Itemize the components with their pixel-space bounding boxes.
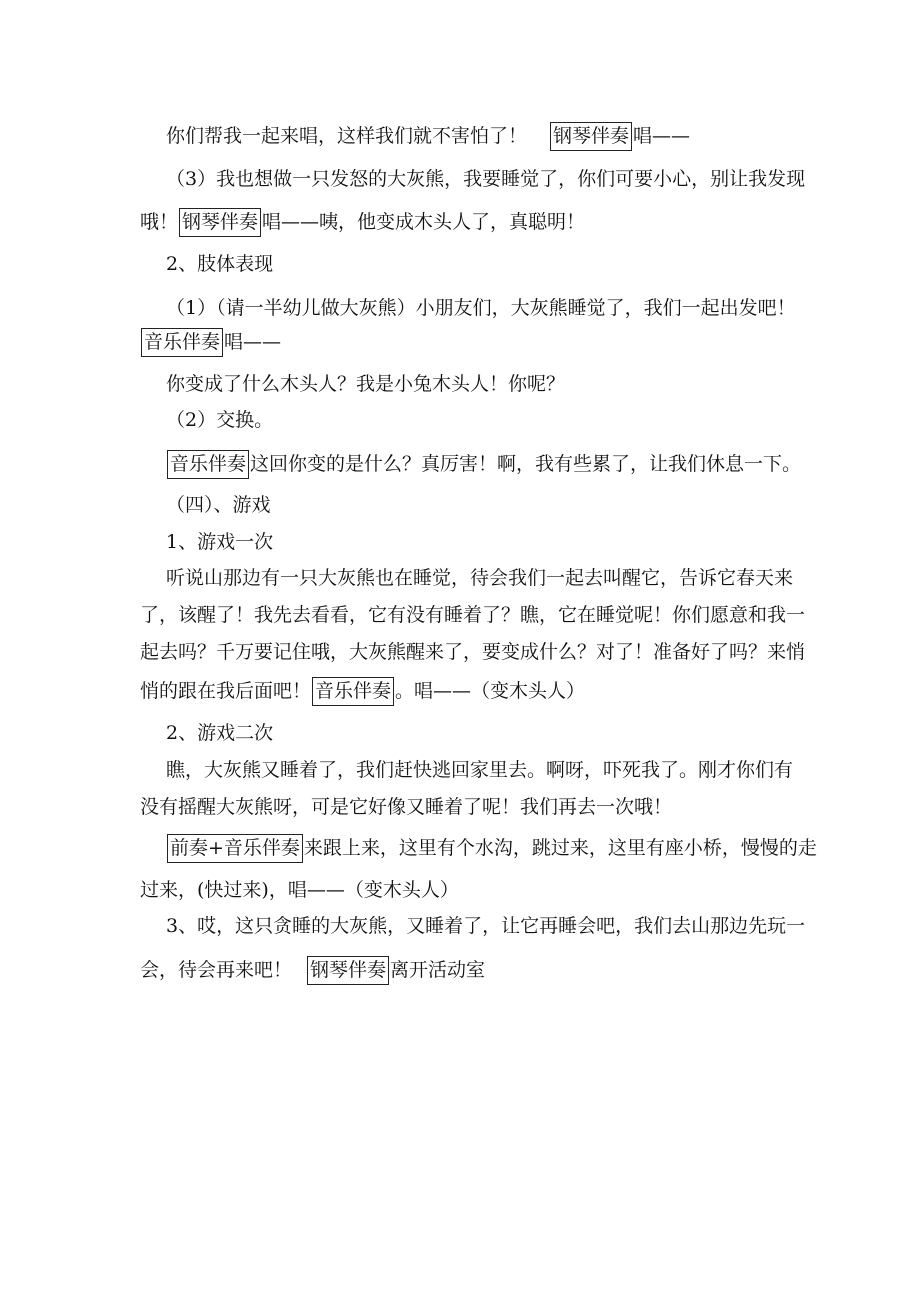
music-accompaniment-box: 音乐伴奏 xyxy=(141,328,223,357)
text: 这回你变的是什么？真厉害！啊，我有些累了，让我们休息一下。 xyxy=(250,453,802,475)
text: 哦！ xyxy=(140,211,179,233)
text: 唱—— xyxy=(224,331,282,353)
text: 你们帮我一起来唱，这样我们就不害怕了！ xyxy=(166,125,528,147)
text: 。唱——（变木头人） xyxy=(395,680,586,702)
paragraph-rest xyxy=(166,450,801,476)
text: 离开活动室 xyxy=(390,959,486,981)
heading-body-expression: 2、肢体表现 xyxy=(166,253,274,275)
paragraph-angry-bear-line1 xyxy=(166,166,805,192)
text: 会，待会再来吧！ xyxy=(140,959,293,981)
heading-game-once: 1、游戏一次 xyxy=(166,531,274,553)
paragraph-game-once-line4 xyxy=(140,677,585,703)
prelude-music-accompaniment-box: 前奏+音乐伴奏 xyxy=(167,834,303,863)
heading-game: （四）、游戏 xyxy=(166,494,271,516)
text: （1）（请一半幼儿做大灰熊）小朋友们，大灰熊睡觉了，我们一起出发吧！ xyxy=(166,297,796,319)
heading-game-twice: 2、游戏二次 xyxy=(166,722,274,744)
text: （3）我也想做一只发怒的大灰熊，我要睡觉了，你们可要小心，别让我发现 xyxy=(166,168,806,190)
text: 悄的跟在我后面吧！ xyxy=(140,680,312,702)
text: 唱—— xyxy=(633,125,691,147)
paragraph-sing-together xyxy=(166,122,690,148)
paragraph-what-wooden-person: 你变成了什么木头人？我是小兔木头人！你呢？ xyxy=(166,373,566,395)
paragraph-leave-line1: 3、哎，这只贪睡的大灰熊，又睡着了，让它再睡会吧，我们去山那边先玩一 xyxy=(166,915,806,937)
paragraph-prelude-line2: 过来，(快过来)，唱——（变木头人） xyxy=(140,879,459,901)
paragraph-prelude-line1 xyxy=(166,834,817,860)
text: 来跟上来，这里有个水沟，跳过来，这里有座小桥，慢慢的走 xyxy=(303,837,817,859)
music-accompaniment-box: 音乐伴奏 xyxy=(312,677,394,706)
paragraph-game-once-line1: 听说山那边有一只大灰熊也在睡觉，待会我们一起去叫醒它，告诉它春天来 xyxy=(166,567,794,589)
text: 唱——咦，他变成木头人了，真聪明！ xyxy=(262,211,586,233)
piano-accompaniment-box: 钢琴伴奏 xyxy=(307,956,389,985)
music-accompaniment-box: 音乐伴奏 xyxy=(167,450,249,479)
paragraph-game-twice-line1: 瞧，大灰熊又睡着了，我们赶快逃回家里去。啊呀，吓死我了。刚才你们有 xyxy=(166,759,794,781)
paragraph-game-twice-line2: 没有摇醒大灰熊呀，可是它好像又睡着了呢！我们再去一次哦！ xyxy=(140,796,673,818)
paragraph-leave-line2 xyxy=(140,956,485,982)
paragraph-game-once-line3: 起去吗？千万要记住哦，大灰熊醒来了，要变成什么？对了！准备好了吗？来悄 xyxy=(140,641,806,663)
paragraph-exchange: （2）交换。 xyxy=(166,409,274,431)
piano-accompaniment-box: 钢琴伴奏 xyxy=(179,208,261,237)
paragraph-half-children-line1 xyxy=(166,295,796,321)
paragraph-game-once-line2: 了，该醒了！我先去看看，它有没有睡着了？瞧，它在睡觉呢！你们愿意和我一 xyxy=(140,604,806,626)
paragraph-angry-bear-line2 xyxy=(140,208,585,234)
paragraph-half-children-line2 xyxy=(140,328,281,354)
piano-accompaniment-box: 钢琴伴奏 xyxy=(550,122,632,151)
